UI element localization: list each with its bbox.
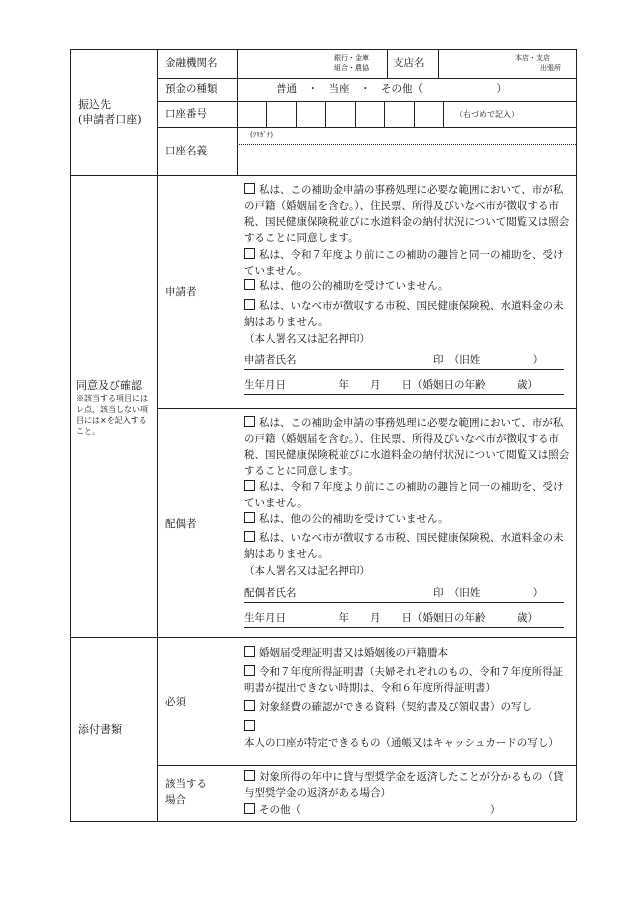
checkbox[interactable] <box>244 665 255 676</box>
conditional-item-1: 対象所得の年中に貸与型奨学金を返済したことが分かるもの（貸与型奨学金の返済がある場合） <box>244 771 564 799</box>
checkbox[interactable] <box>244 248 255 259</box>
checkbox[interactable] <box>244 183 255 194</box>
holder-name-field[interactable] <box>239 146 574 173</box>
furigana-label: (ﾌﾘｶﾞﾅ) <box>250 131 273 139</box>
spouse-consent-item-2: 私は、令和７年度より前にこの補助の趣旨と同一の補助を、受けていません。 <box>244 481 564 509</box>
required-item-3: 対象経費の確認ができる資料（契約書及び領収書）の写し <box>244 699 570 715</box>
spouse-consent-item-1: 私は、この補助金申請の事務処理に必要な範囲において、市が私の戸籍（婚姻届を含む。）、住民票、所得及びいなべ市が徴収する市税、国民健康保険税並びに水道料金の納付状況について閲覧又は照会することに同意します。 <box>244 417 570 477</box>
applicant-birth-line[interactable]: 生年月日 年 月 日（婚姻日の年齢 歳） <box>244 379 538 391</box>
applicant-consent-item-1: 私は、この補助金申請の事務処理に必要な範囲において、市が私の戸籍（婚姻届を含む。）、住民票、所得及びいなべ市が徴収する市税、国民健康保険税並びに水道料金の納付状況について閲覧又は照会することに同意します。 <box>244 184 570 244</box>
institution-type-1: 銀行・金庫 <box>334 54 369 62</box>
branch-type-2: 出張所 <box>540 64 561 72</box>
account-number-field[interactable] <box>238 102 443 126</box>
account-number-note: （右づめで記入） <box>455 110 519 119</box>
checkbox[interactable] <box>244 770 255 781</box>
spouse-consent-item-3: 私は、他の公的補助を受けていません。 <box>244 511 570 527</box>
conditional-item-2: その他（ ） <box>244 802 570 818</box>
required-item-1: 婚姻届受理証明書又は婚姻後の戸籍謄本 <box>244 645 570 661</box>
spouse-label: 配偶者 <box>165 518 197 530</box>
applicant-consent-item-3: 私は、他の公的補助を受けていません。 <box>244 278 570 294</box>
bank-section-label: 振込先 (申請者口座) <box>78 98 142 126</box>
spouse-birth-line[interactable]: 生年月日 年 月 日（婚姻日の年齢 歳） <box>244 612 538 624</box>
checkbox[interactable] <box>244 803 255 814</box>
checkbox[interactable] <box>244 480 255 491</box>
spouse-name-line[interactable]: 配偶者氏名 印 （旧姓 ） <box>244 587 544 599</box>
applicant-label: 申請者 <box>165 286 197 298</box>
applicant-consent-item-2: 私は、令和７年度より前にこの補助の趣旨と同一の補助を、受けていません。 <box>244 249 564 277</box>
checkbox[interactable] <box>244 416 255 427</box>
account-number-label: 口座番号 <box>165 108 207 120</box>
checkbox[interactable] <box>244 531 255 542</box>
spouse-sign-note: （本人署名又は記名押印） <box>244 565 370 577</box>
checkbox[interactable] <box>244 646 255 657</box>
checkbox[interactable] <box>244 299 255 310</box>
applicant-sign-note: （本人署名又は記名押印） <box>244 333 370 345</box>
branch-name-field[interactable] <box>440 51 510 76</box>
institution-name-field[interactable] <box>239 51 329 76</box>
checkbox[interactable] <box>244 512 255 523</box>
consent-note: ※該当する項目にはレ点、該当しない項目には×を記入すること。 <box>76 394 148 436</box>
applicant-consent-item-4: 私は、いなべ市が徴収する市税、国民健康保険税、水道料金の未納はありません。 <box>244 300 564 328</box>
attachments-section-label: 添付書類 <box>78 723 122 736</box>
checkbox[interactable] <box>244 279 255 290</box>
spouse-consent-item-4: 私は、いなべ市が徴収する市税、国民健康保険税、水道料金の未納はありません。 <box>244 532 564 560</box>
consent-title: 同意及び確認 <box>76 379 142 392</box>
required-item-2: 令和７年度所得証明書（夫婦それぞれのもの、令和７年度所得証明書が提出できない時期は、令和６年度所得証明書） <box>244 666 564 694</box>
applicant-name-line[interactable]: 申請者氏名 印 （旧姓 ） <box>244 354 544 366</box>
account-type-options[interactable]: 普通 ・ 当座 ・ その他（ ） <box>276 83 507 95</box>
branch-type-1: 本店・支店 <box>515 54 550 62</box>
checkbox[interactable] <box>244 720 255 731</box>
consent-section-label <box>76 378 154 437</box>
required-item-4: 本人の口座が特定できるもの（通帳又はキャッシュカードの写し） <box>244 719 570 751</box>
holder-label: 口座名義 <box>165 145 207 157</box>
checkbox[interactable] <box>244 700 255 711</box>
conditional-label: 該当する 場合 <box>165 778 207 806</box>
account-type-label: 預金の種類 <box>165 83 218 95</box>
required-label: 必須 <box>165 696 186 708</box>
institution-type-2: 組合・農協 <box>334 64 369 72</box>
branch-label: 支店名 <box>393 57 425 69</box>
institution-label: 金融機関名 <box>165 57 218 69</box>
